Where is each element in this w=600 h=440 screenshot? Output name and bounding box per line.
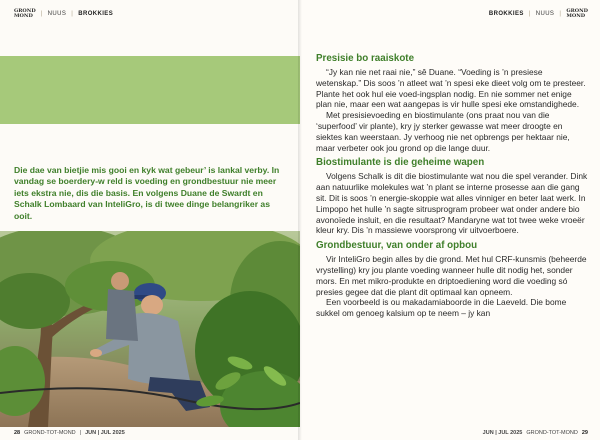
body-paragraph: Een voorbeeld is ou makadamiaboorde in die Laeveld. Die bome sukkel om genoeg kalsium op te neem – jy kan [316,297,567,319]
right-page [300,0,600,440]
page-number: 29 [581,430,588,436]
section-heading: Grondbestuur, van onder af opbou [316,240,478,252]
page-gutter [298,0,302,440]
article-column [316,52,588,319]
issue-date: JUN | JUL 2025 [482,430,523,436]
header-separator: | [71,11,74,17]
header-section-brokkies: BROKKIES [488,11,524,17]
header-section-nuus: NUUS [47,11,67,17]
section-heading: Presisie bo raaiskote [316,53,415,64]
publication-name: GROND-TOT-MOND [526,430,578,436]
grond-mond-logo: GROND MOND [566,8,588,19]
issue-date: JUN | JUL 2025 [85,430,125,436]
page-number: 28 [14,430,21,436]
section-heading: Biostimulante is die geheime wapen [316,157,485,169]
footer-separator: | [79,430,82,436]
body-paragraph: “Jy kan nie net raai nie,” sê Duane. “Voeding is ’n presiese wetenskap.” Dis soos ’n atleet wat ’n spesi eke dieet volg om te presteer. Plante het ook hul eie voed-ingsplan nodig. En nie sommer net enige plan nie, maar een wat aangepas is vir hulle spesi eke omstandighede. [316,67,586,110]
publication-name: GROND-TOT-MOND [24,430,76,436]
header-separator: | [528,11,531,17]
right-footer [483,430,588,436]
orchard-photo [0,231,300,427]
right-header [489,9,588,19]
header-separator: | [40,11,43,17]
left-footer [14,430,125,436]
grond-mond-logo: GROND MOND [14,8,36,19]
lead-paragraph: Die dae van bietjie mis gooi en kyk wat gebeur’ is lankal verby. In vandag se boerdery-w reld is voeding en grondbestuur nie meer iets ekstra nie, dis die basis. En volgens Duane de Swardt en Schalk Lombaard van InteliGro, is di twee dinge belangriker as ooit. [14,165,280,221]
header-section-brokkies: BROKKIES [78,11,114,17]
body-paragraph: Volgens Schalk is dit die biostimulante wat nou die spel verander. Dink aan natuurlike molekules wat ’n plant se interne prosesse aan die gang sit. Dit is soos ’n energie-skoppie wat alles vinniger en beter laat werk. In Limpopo het hulle ’n sagte sitrusprogram probeer wat onder andere bio avonoïede insluit, en die resultaat? Mandaryne wat tot twee weke vroeër kleur kry. Dis ’n massiewe voorsprong vir uitvoerboere. [316,171,588,236]
body-paragraph: Vir InteliGro begin alles by die grond. Met hul CRF-kunsmis (beheerde vrystelling) kry jou plante voeding wanneer hulle dit nodig het, sonder mors. En met mikro-produkte en driptoediening word die voeding só presies gegee dat die plant dit optimaal kan opneem. [316,254,587,297]
green-color-band [0,56,300,124]
orchard-illustration [0,231,300,427]
header-section-nuus: NUUS [535,11,555,17]
left-header [14,9,113,19]
body-paragraph: Met presisievoeding en biostimulante (ons praat nou van die ‘superfood’ vir plante), kry jy sterker gewasse wat meer droogte en siektes kan weerstaan. Jy verhoog nie net opbrengs per hektaar nie, maar verbeter ook jou grond op die lange duur. [316,110,570,153]
header-separator: | [559,11,562,17]
